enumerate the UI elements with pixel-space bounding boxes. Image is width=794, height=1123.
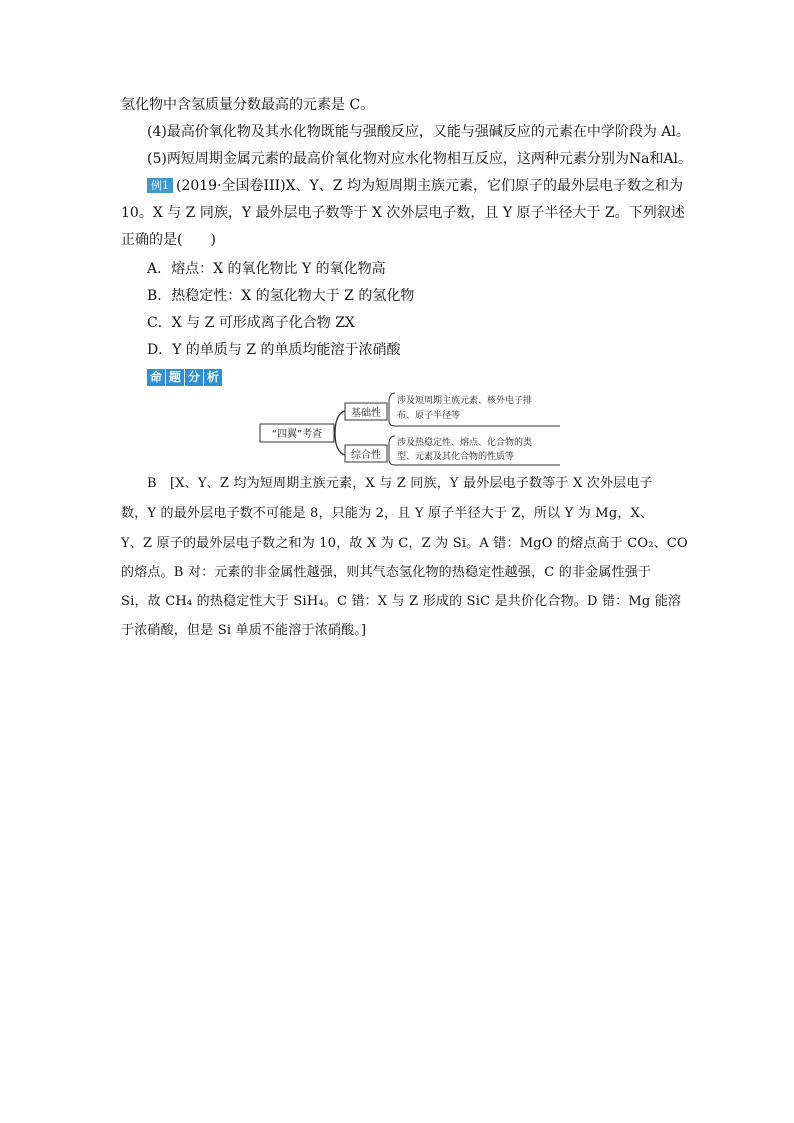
analysis-heading-char: 析 [204, 369, 222, 386]
text-line: 10。X 与 Z 同族，Y 最外层电子数等于 X 次外层电子数，且 Y 原子半径大于 Z。下列叙述 [121, 205, 685, 221]
root-label: “四翼”考查 [271, 429, 323, 440]
text-line: 正确的是( ) [121, 232, 216, 248]
text-line: (4)最高价氧化物及其水化物既能与强酸反应，又能与强碱反应的元素在中学阶段为 Al。 [147, 124, 690, 140]
analysis-diagram [255, 388, 565, 466]
branch1-text: 涉及短周期主族元素、核外电子排 [397, 396, 533, 406]
analysis-heading-char: 命 [147, 369, 165, 386]
answer-line: B [X、Y、Z 均为短周期主族元素，X 与 Z 同族，Y 最外层电子数等于 X 次外层电子 [147, 476, 653, 491]
question-text: (2019·全国卷III)X、Y、Z 均为短周期主族元素，它们原子的最外层电子数之和为 [176, 178, 683, 194]
text-line: 氢化物中含氢质量分数最高的元素是 C。 [121, 97, 375, 113]
analysis-heading-char: 分 [185, 369, 203, 386]
branch2-connector [389, 436, 395, 465]
answer-line: 的熔点。B 对：元素的非金属性越强，则其气态氢化物的热稳定性越强，C 的非金属性强于 [121, 565, 652, 580]
answer-line: Si，故 CH₄ 的热稳定性大于 SiH₄。C 错：X 与 Z 形成的 SiC 是共价化合物。D 错：Mg 能溶 [121, 594, 682, 609]
answer-line: 于浓硝酸，但是 Si 单质不能溶于浓硝酸。] [121, 623, 367, 638]
branch1-connector [389, 393, 395, 426]
analysis-heading [147, 369, 222, 386]
text-line: (5)两短周期金属元素的最高价氧化物对应水化物相互反应，这两种元素分别为Na和Al。 [147, 151, 693, 167]
answer-line: 数，Y 的最外层电子数不可能是 8，只能为 2，且 Y 原子半径大于 Z，所以 Y 为 Mg，X、 [121, 506, 654, 521]
branch2-text: 型、元素及其化合物的性质等 [397, 452, 515, 462]
option-a: A．熔点：X 的氧化物比 Y 的氧化物高 [147, 261, 386, 277]
analysis-heading-char: 题 [166, 369, 184, 386]
option-b: B．热稳定性：X 的氢化物大于 Z 的氢化物 [147, 288, 415, 304]
answer-line: Y、Z 原子的最外层电子数之和为 10，故 X 为 C，Z 为 Si。A 错：MgO 的熔点高于 CO₂、CO [121, 536, 688, 551]
example-badge: 例1 [147, 178, 173, 193]
branch1-text: 布、原子半径等 [397, 411, 461, 421]
branch2-text: 涉及热稳定性、熔点、化合物的类 [397, 438, 533, 448]
branch2-label: 综合性 [351, 450, 381, 461]
branch1-label: 基础性 [351, 408, 381, 419]
option-d: D．Y 的单质与 Z 的单质均能溶于浓硝酸 [147, 342, 401, 358]
example-question-line [147, 177, 683, 195]
option-c: C．X 与 Z 可形成离子化合物 ZX [147, 315, 355, 331]
